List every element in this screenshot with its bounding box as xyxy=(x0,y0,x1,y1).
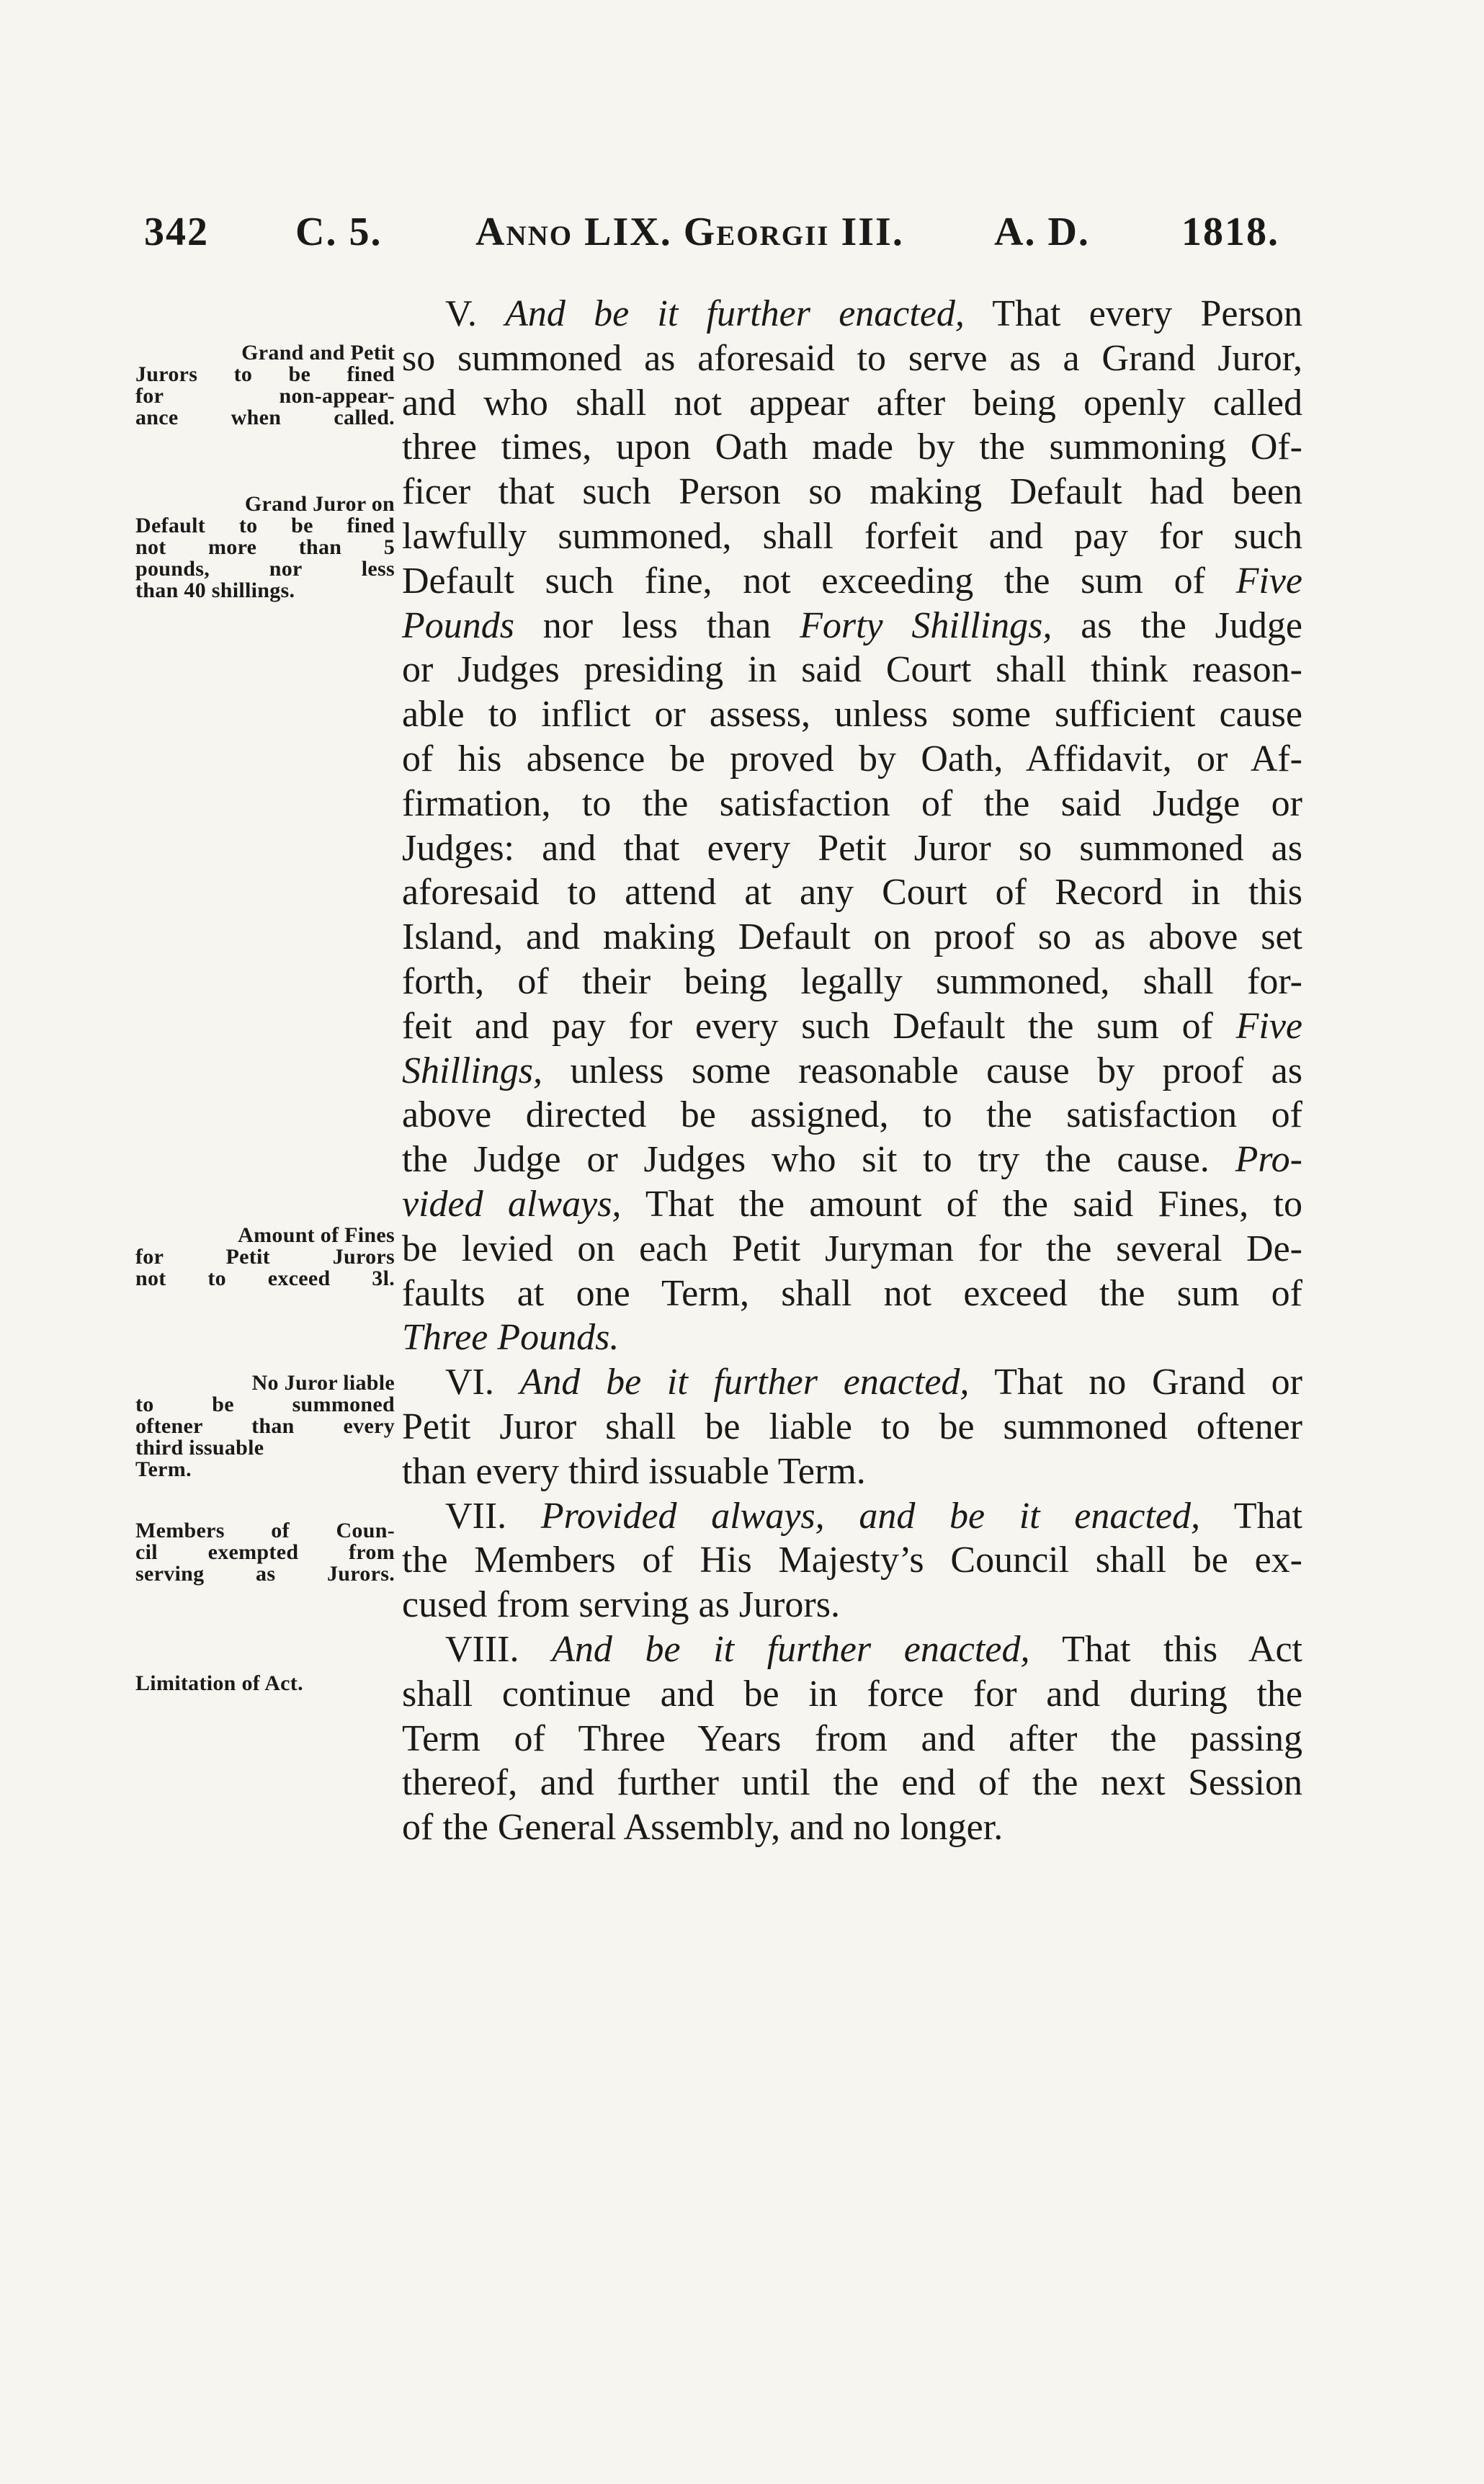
text-line xyxy=(402,870,1302,915)
text-line xyxy=(402,1449,1302,1494)
note-line: Members of Coun- xyxy=(135,1519,395,1542)
text-segment: the Members of His Majesty’s Council shall be ex- xyxy=(402,1540,1302,1581)
text-segment: as the Judge xyxy=(1052,604,1302,646)
text-line xyxy=(402,425,1302,470)
marginal-note xyxy=(135,1520,395,1585)
text-line xyxy=(402,1717,1302,1761)
text-segment: lawfully summoned, shall forfeit and pay for such xyxy=(402,515,1302,557)
text-segment: Judges: and that every Petit Juror so summoned as xyxy=(402,827,1302,869)
text-line xyxy=(402,1004,1302,1049)
text-line xyxy=(402,960,1302,1004)
text-segment: unless some reasonable cause by proof as xyxy=(542,1050,1302,1091)
text-segment: feit and pay for every such Default the sum of xyxy=(402,1005,1236,1047)
text-segment: so summoned as aforesaid to serve as a Grand Juror, xyxy=(402,337,1302,379)
text-segment: the Judge or Judges who sit to try the cause. xyxy=(402,1139,1235,1181)
note-line: Jurors to be fined xyxy=(135,362,395,386)
italic-text-segment: And be it further enacted, xyxy=(505,293,965,334)
text-line xyxy=(402,648,1302,692)
text-line xyxy=(402,1138,1302,1182)
italic-text-segment: Provided always, and be it enacted, xyxy=(540,1495,1200,1537)
running-header xyxy=(144,209,1311,267)
text-segment: thereof, and further until the end of the next Session xyxy=(402,1762,1302,1804)
text-segment: able to inflict or assess, unless some sufficient cause xyxy=(402,694,1302,736)
text-line xyxy=(402,826,1302,871)
text-line xyxy=(402,915,1302,960)
text-segment: cused from serving as Jurors. xyxy=(402,1584,840,1626)
text-segment: nor less than xyxy=(514,604,800,646)
text-segment: faults at one Term, shall not exceed the sum of xyxy=(402,1272,1302,1314)
text-segment: ficer that such Person so making Default had been xyxy=(402,471,1302,513)
note-line: for non-appear- xyxy=(135,384,395,408)
italic-text-segment: And be it further enacted, xyxy=(552,1628,1030,1670)
note-line: Amount of Fines xyxy=(238,1223,395,1247)
text-segment: VII. xyxy=(445,1495,541,1537)
text-line xyxy=(402,1315,1302,1360)
text-line xyxy=(402,1093,1302,1138)
text-segment: VIII. xyxy=(445,1628,553,1670)
text-segment: of his absence be proved by Oath, Affidavit, or Af- xyxy=(402,738,1302,779)
text-segment: VI. xyxy=(445,1362,520,1403)
marginal-note xyxy=(135,1372,395,1480)
note-line: than 40 shillings. xyxy=(135,578,295,602)
note-line: to be summoned xyxy=(135,1393,395,1416)
note-line: ance when called. xyxy=(135,406,395,429)
marginal-note xyxy=(135,342,395,429)
text-line xyxy=(402,1494,1302,1539)
text-line xyxy=(402,1761,1302,1805)
text-segment: and who shall not appear after being openly called xyxy=(402,382,1302,424)
text-segment: three times, upon Oath made by the summoning Of- xyxy=(402,426,1302,468)
italic-text-segment: Forty Shillings, xyxy=(800,604,1052,646)
text-line xyxy=(402,514,1302,559)
text-segment: shall continue and be in force for and during the xyxy=(402,1673,1302,1715)
text-segment: That xyxy=(1199,1495,1303,1537)
text-segment: Default such fine, not exceeding the sum of xyxy=(402,560,1236,602)
note-line: cil exempted from xyxy=(135,1540,395,1564)
note-line: Grand and Petit xyxy=(241,341,395,365)
text-line xyxy=(402,692,1302,737)
text-segment: That no Grand or xyxy=(969,1362,1302,1403)
text-segment: forth, of their being legally summoned, shall for- xyxy=(402,960,1302,1002)
marginal-note xyxy=(135,1225,395,1290)
text-segment: or Judges presiding in said Court shall think reason- xyxy=(402,649,1302,691)
italic-text-segment: Three Pounds. xyxy=(402,1317,620,1359)
text-segment: Petit Juror shall be liable to be summoned oftener xyxy=(402,1406,1302,1447)
text-line xyxy=(402,1805,1302,1850)
text-line xyxy=(402,336,1302,381)
text-line xyxy=(402,1538,1302,1583)
text-line xyxy=(402,737,1302,782)
text-line xyxy=(402,1583,1302,1627)
text-segment: That every Person xyxy=(964,293,1302,334)
text-line xyxy=(402,1182,1302,1227)
note-line: Default to be fined xyxy=(135,514,395,537)
italic-text-segment: Five xyxy=(1235,560,1302,602)
marginal-note xyxy=(135,493,395,602)
text-line xyxy=(402,470,1302,514)
text-segment: than every third issuable Term. xyxy=(402,1450,866,1492)
text-line xyxy=(402,292,1302,336)
text-line xyxy=(402,1405,1302,1449)
text-line xyxy=(402,1227,1302,1272)
note-line: third issuable xyxy=(135,1436,264,1460)
chapter-number: C. 5. xyxy=(295,210,383,254)
page-number: 342 xyxy=(144,210,209,254)
note-line: not more than 5 xyxy=(135,535,395,559)
text-segment: be levied on each Petit Juryman for the several De- xyxy=(402,1228,1302,1269)
text-segment: That this Act xyxy=(1029,1628,1302,1670)
text-line xyxy=(402,381,1302,426)
text-line xyxy=(402,782,1302,826)
text-segment: Island, and making Default on proof so as above set xyxy=(402,916,1302,958)
italic-text-segment: Pounds xyxy=(402,604,514,646)
text-line xyxy=(402,1272,1302,1316)
italic-text-segment: And be it further enacted, xyxy=(519,1362,970,1403)
note-line: not to exceed 3l. xyxy=(135,1266,395,1290)
text-segment: That the amount of the said Fines, to xyxy=(621,1183,1303,1225)
note-line: oftener than every xyxy=(135,1414,395,1438)
text-segment: Term of Three Years from and after the passing xyxy=(402,1717,1302,1759)
text-line xyxy=(402,1627,1302,1672)
text-segment: of the General Assembly, and no longer. xyxy=(402,1807,1004,1849)
year: 1818. xyxy=(1181,210,1279,254)
text-line xyxy=(402,559,1302,604)
note-line: pounds, nor less xyxy=(135,557,395,581)
note-line: for Petit Jurors xyxy=(135,1245,395,1269)
text-line xyxy=(402,1049,1302,1094)
note-line: No Juror liable xyxy=(251,1371,395,1395)
italic-text-segment: vided always, xyxy=(402,1183,622,1225)
regnal-year: Anno LIX. Georgii III. xyxy=(475,210,904,254)
text-line xyxy=(402,604,1302,648)
marginal-note xyxy=(135,1673,395,1694)
italic-text-segment: Pro- xyxy=(1235,1139,1302,1181)
text-segment: firmation, to the satisfaction of the said Judge or xyxy=(402,782,1302,824)
note-line: Term. xyxy=(135,1457,192,1481)
text-segment: above directed be assigned, to the satisfaction of xyxy=(402,1094,1302,1136)
text-segment: aforesaid to attend at any Court of Record in this xyxy=(402,872,1302,913)
note-line: serving as Jurors. xyxy=(135,1562,395,1586)
statute-text xyxy=(402,292,1302,1850)
text-segment: V. xyxy=(445,293,506,334)
text-line xyxy=(402,1360,1302,1405)
italic-text-segment: Five xyxy=(1235,1005,1302,1047)
italic-text-segment: Shillings, xyxy=(402,1050,543,1091)
text-line xyxy=(402,1672,1302,1717)
anno-domini: A. D. xyxy=(994,210,1090,254)
note-line: Limitation of Act. xyxy=(135,1671,303,1695)
note-line: Grand Juror on xyxy=(244,492,395,516)
